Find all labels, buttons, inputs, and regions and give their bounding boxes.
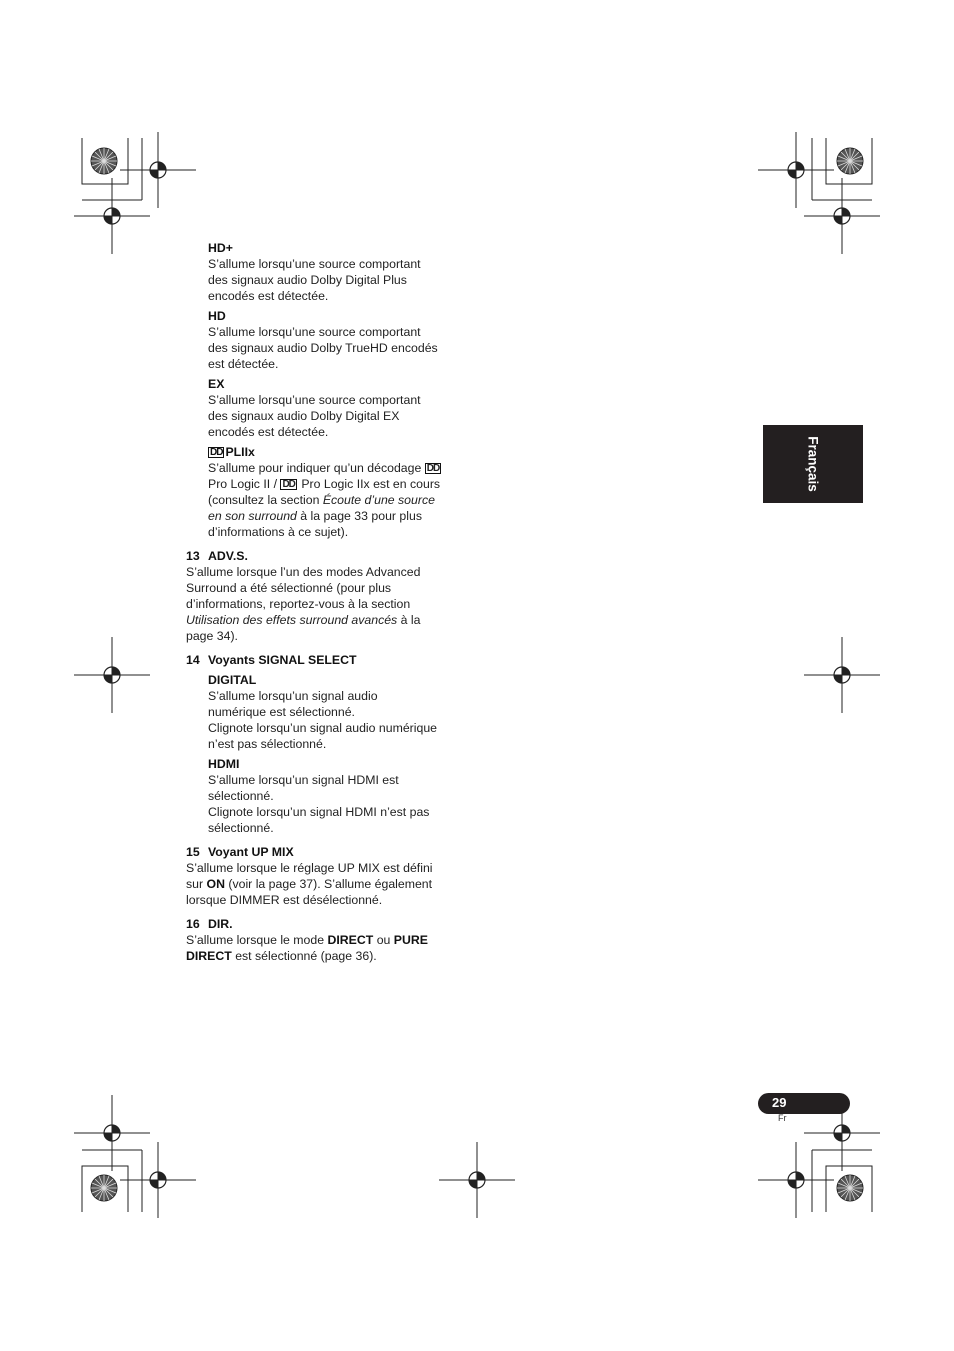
page-number: 29 xyxy=(772,1095,787,1110)
section-ref: Utilisation des effets surround avancés xyxy=(186,613,398,627)
item-16-line xyxy=(186,948,476,964)
item-13-title xyxy=(186,548,476,564)
item-15-line: S’allume lorsque le réglage UP MIX est défini xyxy=(186,861,433,875)
item-number: 13 xyxy=(186,549,200,563)
item-13-line: S’allume lorsque l’un des modes Advanced xyxy=(186,565,421,579)
page-number-badge xyxy=(758,1093,850,1114)
item-14-title xyxy=(186,652,476,668)
item-15-line: lorsque DIMMER est désélectionné. xyxy=(186,893,383,907)
dolby-double-d-icon: DD xyxy=(426,463,440,474)
hdmi-line: S’allume lorsqu’un signal HDMI est xyxy=(208,773,399,787)
pliix-line-1 xyxy=(208,460,476,476)
item-title: ADV.S. xyxy=(208,549,248,563)
pliix-line-2 xyxy=(208,476,476,492)
pliix-line-3 xyxy=(208,492,476,508)
item-text: S’allume lorsque le mode xyxy=(186,933,328,947)
pliix-title-text: PLIIx xyxy=(225,445,255,459)
setting-value: ON xyxy=(206,877,225,891)
item-16-line xyxy=(186,932,476,948)
ex-line: encodés est détectée. xyxy=(208,425,329,439)
digital-line: Clignote lorsqu’un signal audio numérique xyxy=(208,721,438,735)
item-13-line: d’informations, reportez-vous à la section xyxy=(186,597,411,611)
hd-block xyxy=(208,308,476,372)
pliix-section-ref: Écoute d’une source xyxy=(322,493,435,507)
language-tab-label: Français xyxy=(805,436,821,492)
item-13-line xyxy=(186,612,476,628)
digital-block xyxy=(208,672,476,752)
hdmi-line: sélectionné. xyxy=(208,821,274,835)
pliix-line-5: d’informations à ce sujet). xyxy=(208,525,349,539)
item-title: Voyant UP MIX xyxy=(208,845,294,859)
item-13-line: page 34). xyxy=(186,629,238,643)
hd-plus-line: S’allume lorsqu’une source comportant xyxy=(208,257,421,271)
item-14 xyxy=(186,652,476,836)
item-text: est sélectionné (page 36). xyxy=(231,949,377,963)
dolby-double-d-icon: DD xyxy=(210,447,223,458)
item-text: (voir la page 37). S’allume également xyxy=(224,877,433,891)
digital-line: numérique est sélectionné. xyxy=(208,705,355,719)
pliix-text: Pro Logic IIx est en cours xyxy=(297,477,441,491)
pliix-text: à la page 33 pour plus xyxy=(296,509,422,523)
page-language-code: Fr xyxy=(778,1113,787,1123)
pliix-section-ref: en son surround xyxy=(208,509,297,523)
item-15 xyxy=(186,844,476,908)
hd-plus-block xyxy=(208,240,476,304)
mode-name: DIRECT xyxy=(186,949,232,963)
item-number: 15 xyxy=(186,845,200,859)
item-title: DIR. xyxy=(208,917,233,931)
item-text: sur xyxy=(186,877,207,891)
hd-plus-line: encodés est détectée. xyxy=(208,289,329,303)
item-16 xyxy=(186,916,476,964)
hd-line: S’allume lorsqu’une source comportant xyxy=(208,325,421,339)
hd-line: des signaux audio Dolby TrueHD encodés xyxy=(208,341,438,355)
ex-line: des signaux audio Dolby Digital EX xyxy=(208,409,400,423)
dolby-double-d-icon: DD xyxy=(282,479,295,490)
pliix-text: (consultez la section xyxy=(208,493,323,507)
mode-name: PURE xyxy=(393,933,428,947)
hd-plus-line: des signaux audio Dolby Digital Plus xyxy=(208,273,407,287)
ex-line: S’allume lorsqu’une source comportant xyxy=(208,393,421,407)
item-number: 14 xyxy=(186,653,200,667)
item-15-title xyxy=(186,844,476,860)
hdmi-title: HDMI xyxy=(208,757,240,771)
hd-line: est détectée. xyxy=(208,357,279,371)
item-text: à la xyxy=(397,613,421,627)
pliix-text: S’allume pour indiquer qu’un décodage xyxy=(208,461,422,475)
digital-line: n’est pas sélectionné. xyxy=(208,737,327,751)
item-13 xyxy=(186,548,476,644)
item-title: Voyants SIGNAL SELECT xyxy=(208,653,357,667)
pliix-text: Pro Logic II / xyxy=(208,477,281,491)
hdmi-block xyxy=(208,756,476,836)
hdmi-line: sélectionné. xyxy=(208,789,274,803)
hd-plus-title: HD+ xyxy=(208,241,233,255)
ex-block xyxy=(208,376,476,440)
item-16-title xyxy=(186,916,476,932)
item-15-line xyxy=(186,876,476,892)
ex-title: EX xyxy=(208,377,225,391)
body-text xyxy=(186,240,476,964)
mode-name: DIRECT xyxy=(327,933,374,947)
hd-title: HD xyxy=(208,309,226,323)
language-tab xyxy=(763,425,863,503)
pliix-block xyxy=(208,444,476,540)
digital-title: DIGITAL xyxy=(208,673,257,687)
pliix-title xyxy=(208,444,476,460)
pliix-line-4 xyxy=(208,508,476,524)
item-text: ou xyxy=(373,933,394,947)
hdmi-line: Clignote lorsqu’un signal HDMI n’est pas xyxy=(208,805,430,819)
item-13-line: Surround a été sélectionné (pour plus xyxy=(186,581,392,595)
item-number: 16 xyxy=(186,917,200,931)
digital-line: S’allume lorsqu’un signal audio xyxy=(208,689,378,703)
